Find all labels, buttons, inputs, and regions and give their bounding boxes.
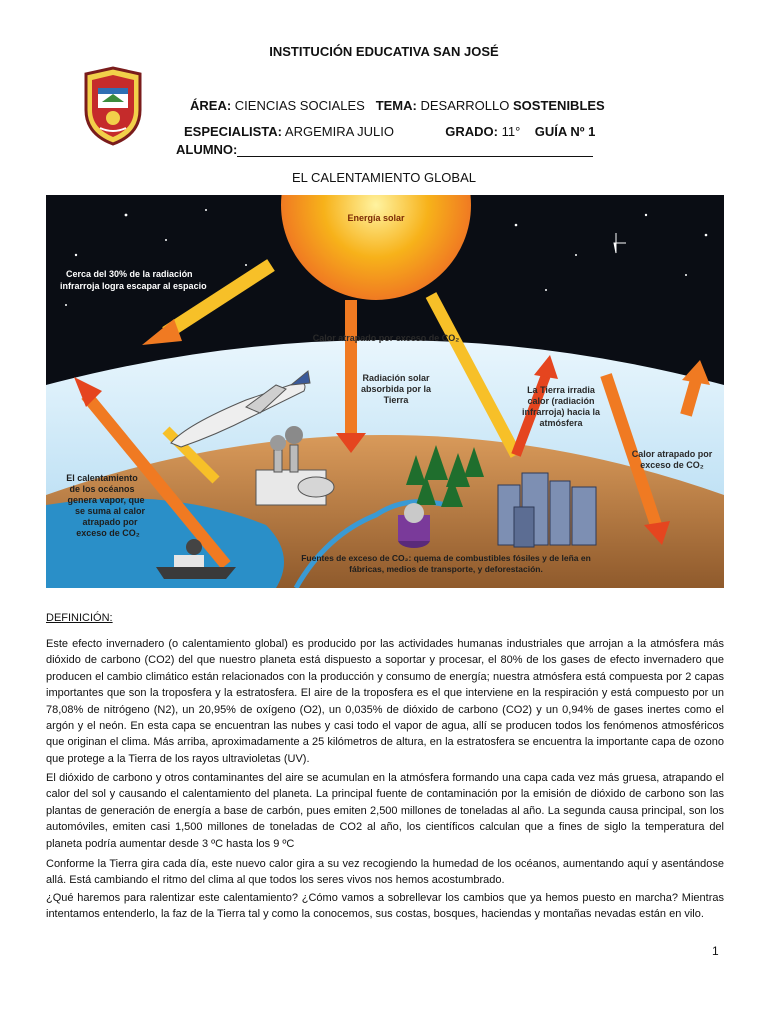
- definicion-heading: DEFINICIÓN:: [46, 612, 113, 624]
- area-label: ÁREA:: [190, 98, 232, 113]
- especialista-label: ESPECIALISTA:: [184, 124, 282, 139]
- label-calor-right-2: exceso de CO₂: [640, 460, 704, 470]
- label-energia-solar: Energía solar: [347, 213, 405, 223]
- area-tema-row: [190, 98, 605, 113]
- tema-value: DESARROLLO: [420, 98, 510, 113]
- paragraph-1: Este efecto invernadero (o calentamiento global) es producido por las actividades humanas industriales que arrojan a la atmósfera más dióxido de carbono (CO2) del que nuestro planeta está dispuesto a soportar y procesar, el 80% de los gases de efecto invernadero que producen el cambio climático están relacionados con la producción y consumo de energía; nuestra atmósfera está compuesta por 2 capas importantes que son la troposfera y la estratosfera. El aire de la troposfera es el que interviene en la respiración y está compuesto por un 78,08% de nitrógeno (N2), un 20,95% de oxígeno (O2), un 0,035% de dióxido de carbono (CO2) y un 0,94% de gases inertes como el argón y el neón. En esta capa se encuentran las nubes y casi todo el vapor de agua, allí se producen todos los fenómenos atmosféricos que originan el clima. Más arriba, aproximadamente a 25 kilómetros de altura, en la estratosfera se encuentra la importante capa de ozono que protege a la Tierra de los rayos ultravioletas (UV).: [46, 638, 724, 765]
- paragraph-4: ¿Qué haremos para ralentizar este calentamiento? ¿Cómo vamos a sobrellevar los cambios que ya hemos puesto en marcha? Mientras intentamos entenderlo, la faz de la Tierra tal y como la conocemos, sus costas, bosques, haciendas y montañas nevadas están en vilo.: [46, 892, 724, 921]
- area-value: CIENCIAS SOCIALES: [234, 98, 365, 113]
- label-calor-atrapado-top: Calor atrapado por exceso de CO₂: [312, 333, 460, 343]
- page-number: 1: [712, 944, 719, 958]
- alumno-row: [176, 142, 593, 157]
- label-oceanos-4: se suma al calor: [74, 506, 146, 516]
- institution-title: INSTITUCIÓN EDUCATIVA SAN JOSÉ: [269, 44, 499, 59]
- greenhouse-effect-illustration: [46, 195, 724, 588]
- label-tierra-1: La Tierra irradia: [527, 385, 595, 395]
- tema-value-bold: SOSTENIBLES: [512, 98, 605, 113]
- alumno-label: ALUMNO:: [176, 142, 238, 157]
- label-cerca-1: Cerca del 30% de la radiación: [66, 269, 193, 279]
- label-radiacion-2: absorbida por la: [360, 384, 432, 394]
- label-oceanos-1: El calentamiento: [66, 473, 138, 483]
- grado-value: 11°: [501, 124, 521, 139]
- tema-label: TEMA:: [375, 98, 417, 113]
- label-oceanos-6: exceso de CO₂: [76, 528, 140, 538]
- label-oceanos-5: atrapado por: [82, 517, 138, 527]
- label-tierra-4: atmósfera: [539, 418, 583, 428]
- label-fuentes-1: Fuentes de exceso de CO₂: quema de combustibles fósiles y de leña en: [301, 553, 591, 563]
- label-fuentes-2: fábricas, medios de transporte, y deforestación.: [349, 564, 543, 574]
- alumno-blank-line: [237, 144, 593, 157]
- grado-label: GRADO:: [445, 124, 498, 139]
- label-calor-right-1: Calor atrapado por: [631, 449, 713, 459]
- paragraph-3: Conforme la Tierra gira cada día, este nuevo calor gira a su vez recogiendo la humedad de los océanos, aumentando aquí y asentándose allá. Está cambiando el ritmo del clima al que todos los seres vivos nos hemos acostumbrado.: [46, 858, 724, 887]
- school-crest-logo: [82, 66, 144, 146]
- especialista-value: ARGEMIRA JULIO: [284, 124, 394, 139]
- label-cerca-2: infrarroja logra escapar al espacio: [60, 281, 207, 291]
- label-oceanos-2: de los océanos: [69, 484, 135, 494]
- guia-label: GUÍA Nº 1: [534, 124, 596, 139]
- label-oceanos-3: genera vapor, que: [67, 495, 145, 505]
- label-radiacion-1: Radiación solar: [362, 373, 430, 383]
- label-radiacion-3: Tierra: [383, 395, 409, 405]
- label-tierra-3: infrarroja) hacia la: [521, 407, 601, 417]
- especialista-row: [184, 124, 595, 139]
- document-title: EL CALENTAMIENTO GLOBAL: [292, 170, 476, 185]
- label-tierra-2: calor (radiación: [527, 396, 595, 406]
- paragraph-2: El dióxido de carbono y otros contaminantes del aire se acumulan en la atmósfera formando una capa cada vez más gruesa, atrapando el calor del sol y causando el calentamiento del planeta. La principal fuente de contaminación por la emisión de dióxido de carbono son las plantas de generación de energía a base de carbón, pues emiten 2,500 millones de toneladas al año. La segunda causa principal, son los automóviles, emiten casi 1,500 millones de toneladas de CO2 al año, los científicos calculan que a fines de siglo la temperatura del planeta podría aumentar desde 3 ºC hasta los 9 ºC: [46, 772, 724, 850]
